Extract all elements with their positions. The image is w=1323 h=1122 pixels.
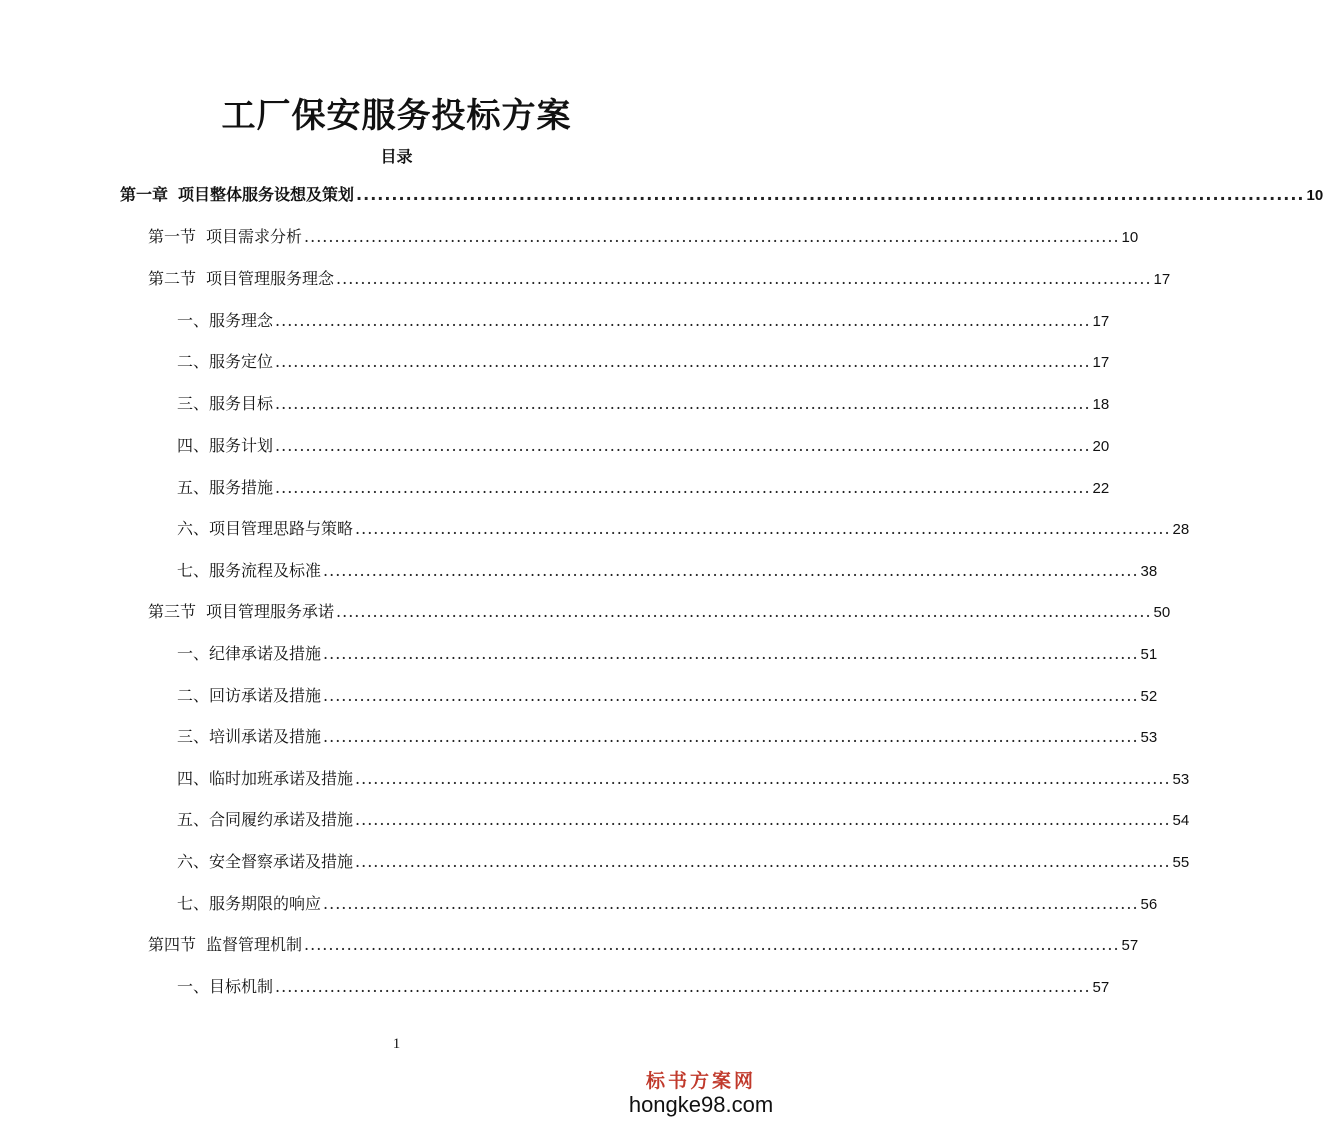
toc-leader: ...................................................................................................................................... [355, 769, 1171, 788]
toc-entry-page: 55 [1172, 854, 1190, 871]
toc-leader: ...................................................................................................................................... [304, 227, 1120, 246]
toc-leader: ...................................................................................................................................... [355, 519, 1171, 538]
toc-entry[interactable] [177, 350, 1110, 374]
toc-entry-page: 28 [1172, 521, 1190, 538]
toc-entry-text: 二、服务定位 [177, 352, 274, 371]
toc-entry[interactable] [177, 725, 1158, 749]
toc-entry-text: 四、临时加班承诺及措施 [177, 769, 354, 788]
toc-leader: ...................................................................................................................................... [275, 311, 1091, 330]
toc-entry-page: 53 [1140, 729, 1158, 746]
toc-entry[interactable] [177, 642, 1158, 666]
toc-entry[interactable] [177, 309, 1110, 333]
toc-leader: ...................................................................................................................................... [323, 894, 1139, 913]
toc-entry-number: 第一章 [120, 185, 169, 204]
toc-entry-text: 项目需求分析 [206, 227, 303, 246]
toc-entry-page: 51 [1140, 646, 1158, 663]
toc-leader: ...................................................................................................................................... [304, 935, 1120, 954]
toc-leader: ...................................................................................................................................... [275, 436, 1091, 455]
page-number: 1 [392, 1036, 401, 1052]
toc-entry-page: 22 [1092, 480, 1110, 497]
toc-entry-number: 第三节 [148, 602, 197, 621]
toc-entry-text: 项目整体服务设想及策划 [178, 185, 355, 204]
toc-entry-page: 52 [1140, 688, 1158, 705]
toc-entry[interactable] [177, 808, 1190, 832]
toc-leader: ...................................................................................................................................... [275, 394, 1091, 413]
toc-entry-text: 六、安全督察承诺及措施 [177, 852, 354, 871]
toc-entry[interactable] [177, 767, 1190, 791]
toc-entry-text: 项目管理服务理念 [206, 269, 335, 288]
toc-entry-text: 一、纪律承诺及措施 [177, 644, 322, 663]
toc-entry[interactable] [177, 517, 1190, 541]
toc-entry-page: 10 [1121, 229, 1139, 246]
toc-leader: ...................................................................................................................................... [336, 269, 1152, 288]
document-title: 工厂保安服务投标方案 [221, 96, 572, 136]
toc-entry-text: 三、服务目标 [177, 394, 274, 413]
toc-entry[interactable] [177, 559, 1158, 583]
toc-leader: ...................................................................................................................................... [355, 852, 1171, 871]
toc-entry[interactable] [177, 392, 1110, 416]
site-watermark [621, 1070, 781, 1118]
toc-leader: ...................................................................................................................................... [336, 602, 1152, 621]
toc-entry[interactable] [148, 267, 1171, 291]
toc-entry-text: 一、服务理念 [177, 311, 274, 330]
toc-leader: ...................................................................................................................................... [323, 686, 1139, 705]
toc-entry-page: 50 [1153, 604, 1171, 621]
watermark-chinese: 标书方案网 [645, 1070, 756, 1092]
toc-entry[interactable] [177, 684, 1158, 708]
toc-entry-text: 五、合同履约承诺及措施 [177, 810, 354, 829]
toc-entry[interactable] [120, 183, 1323, 207]
toc-entry-text: 六、项目管理思路与策略 [177, 519, 354, 538]
toc-entry-page: 17 [1153, 271, 1171, 288]
toc-entry-page: 38 [1140, 563, 1158, 580]
toc-entry[interactable] [177, 892, 1158, 916]
toc-entry[interactable] [148, 600, 1171, 624]
toc-entry-number: 第二节 [148, 269, 197, 288]
toc-entry-text: 七、服务期限的响应 [177, 894, 322, 913]
toc-entry-number: 第一节 [148, 227, 197, 246]
toc-entry-page: 57 [1092, 979, 1110, 996]
toc-leader: ...................................................................................................................................... [323, 561, 1139, 580]
toc-entry-text: 二、回访承诺及措施 [177, 686, 322, 705]
toc-heading: 目录 [380, 147, 413, 166]
toc-entry-page: 57 [1121, 937, 1139, 954]
toc-leader: ...................................................................................................................................... [275, 478, 1091, 497]
toc-entry[interactable] [177, 850, 1190, 874]
watermark-url: hongke98.com [628, 1092, 774, 1117]
toc-entry[interactable] [177, 476, 1110, 500]
toc-entry-page: 54 [1172, 812, 1190, 829]
toc-entry[interactable] [177, 975, 1110, 999]
toc-entry-text: 一、目标机制 [177, 977, 274, 996]
toc-entry-text: 项目管理服务承诺 [206, 602, 335, 621]
toc-entry-page: 20 [1092, 438, 1110, 455]
toc-leader: ...................................................................................................................................... [356, 185, 1305, 204]
toc-leader: ...................................................................................................................................... [323, 644, 1139, 663]
toc-entry-number: 第四节 [148, 935, 197, 954]
toc-leader: ...................................................................................................................................... [275, 352, 1091, 371]
toc-entry-page: 10 [1306, 187, 1323, 204]
toc-entry[interactable] [177, 434, 1110, 458]
toc-entry-page: 17 [1092, 354, 1110, 371]
toc-entry-page: 17 [1092, 313, 1110, 330]
toc-entry-text: 五、服务措施 [177, 478, 274, 497]
toc-entry[interactable] [148, 225, 1139, 249]
toc-leader: ...................................................................................................................................... [275, 977, 1091, 996]
toc-entry-page: 56 [1140, 896, 1158, 913]
toc-entry-text: 四、服务计划 [177, 436, 274, 455]
toc-entry-page: 53 [1172, 771, 1190, 788]
toc-entry[interactable] [148, 933, 1139, 957]
toc-entry-text: 三、培训承诺及措施 [177, 727, 322, 746]
toc-leader: ...................................................................................................................................... [323, 727, 1139, 746]
toc-leader: ...................................................................................................................................... [355, 810, 1171, 829]
toc-entry-text: 监督管理机制 [206, 935, 303, 954]
toc-entry-page: 18 [1092, 396, 1110, 413]
toc-entry-text: 七、服务流程及标准 [177, 561, 322, 580]
